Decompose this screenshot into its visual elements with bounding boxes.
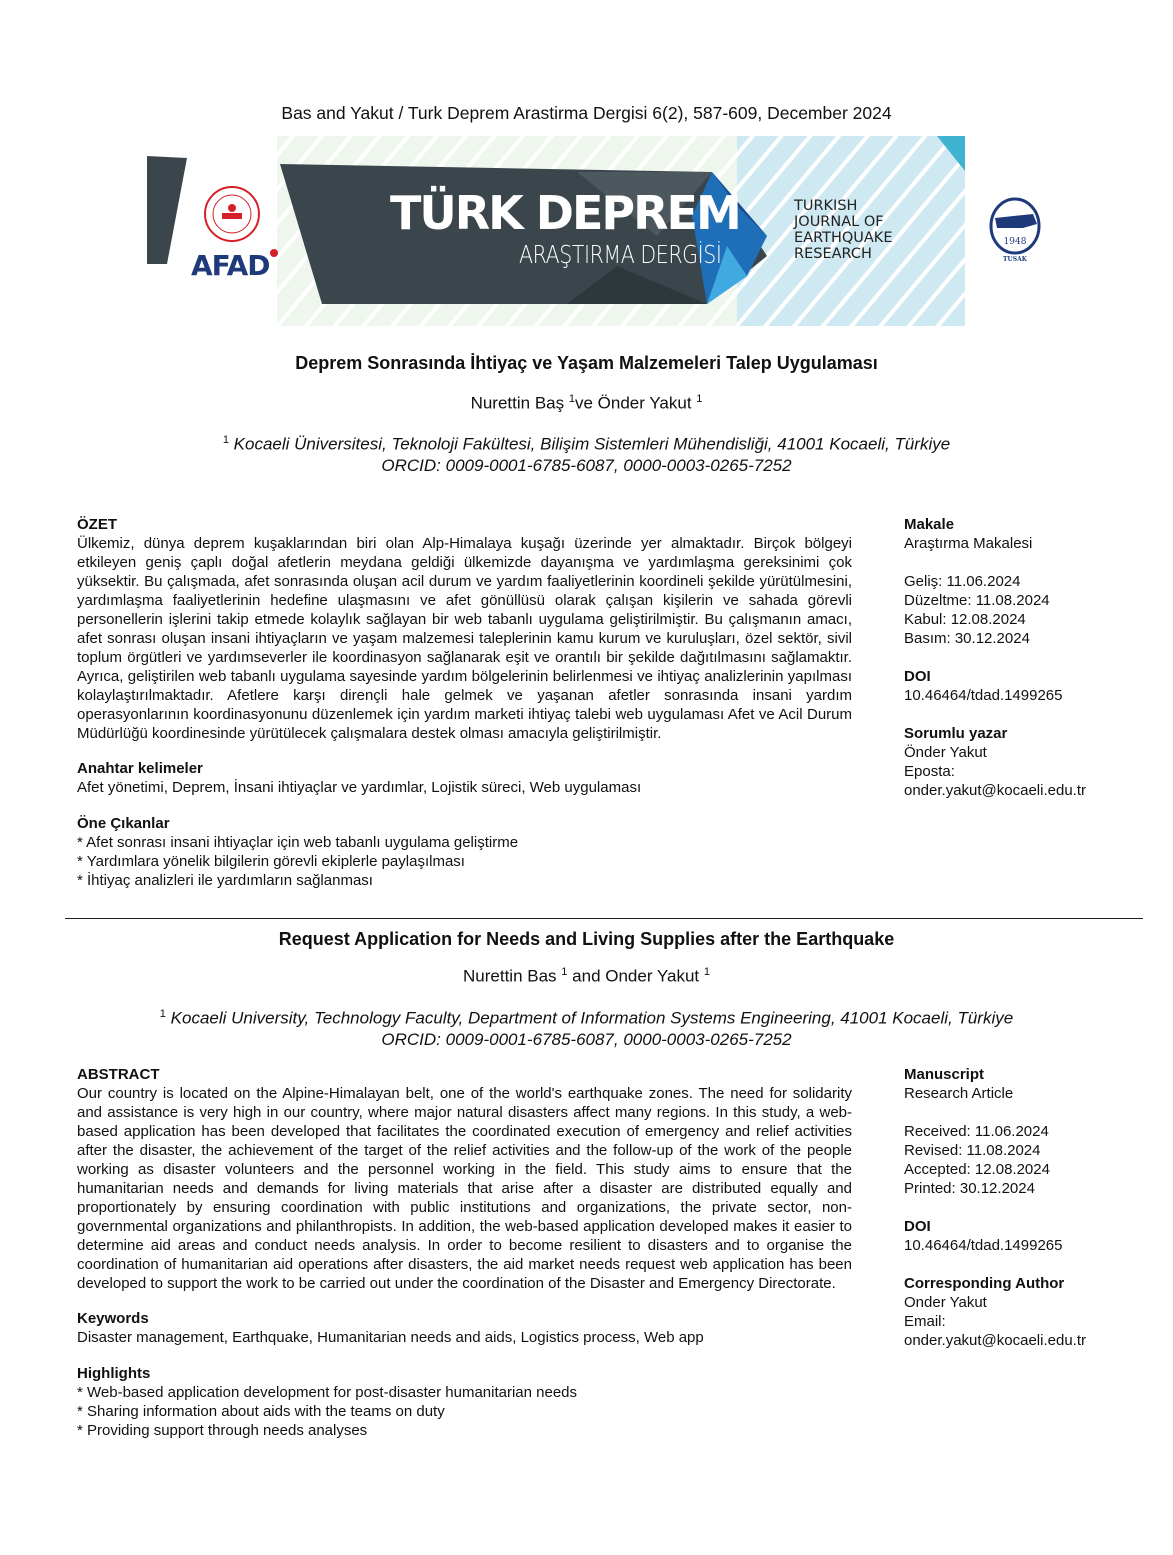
highlight-item: * İhtiyaç analizleri ile yardımların sağlanması [77,872,373,889]
keywords-list: Disaster management, Earthquake, Humanitarian needs and aids, Logistics process, Web app [77,1329,704,1346]
author-joiner: and Onder Yakut [572,966,700,986]
journal-title-en-line: JOURNAL OF [794,214,884,230]
affiliation-text: Kocaeli Üniversitesi, Teknoloji Fakültesi, Bilişim Sistemleri Mühendisliği, 41001 Kocaeli, Türkiye [233,434,951,454]
affiliation-tr [0,430,1173,476]
tusak-year: 1948 [1003,237,1027,247]
abstract-section-tr [77,515,852,890]
keywords-list: Afet yönetimi, Deprem, İnsani ihtiyaçlar ve yardımlar, Lojistik süreci, Web uygulaması [77,779,642,796]
highlights-heading: Highlights [77,1365,151,1382]
corresponding-author-name: Onder Yakut [904,1294,987,1311]
article-info-en [904,1065,1134,1350]
journal-title-en-line: TURKISH [794,198,858,214]
article-type: Araştırma Makalesi [904,535,1033,552]
journal-title-en-line: RESEARCH [794,246,872,262]
article-type-heading: Manuscript [904,1066,985,1083]
affil-mark: 1 [159,1008,166,1020]
keywords-heading: Anahtar kelimeler [77,760,203,777]
orcid: ORCID: 0009-0001-6785-6087, 0000-0003-0265-7252 [381,455,792,475]
author-2-affil-mark: 1 [703,966,710,978]
abstract-body: Our country is located on the Alpine-Himalayan belt, one of the world's earthquake zones. The need for solidarity and assistance is very high in our country, where major natural disasters affect many regions. In this study, a web-based application has been developed that facilitates the coordinated execution of emergency and relief activities after the disaster, the achievement of the target of the relief activities and the follow-up of the work of the people working as disaster volunteers and the personnel working in the field. This study aims to ensure that the humanitarian needs and demands for living materials that arise after a disaster are distributed equally and proportionately by ensuring coordination with public institutions and organizations, the private sector, non-governmental organizations and philanthropists. In addition, the web-based application developed makes it easier to determine aid areas and conduct needs analysis. In order to become resilient to disasters and to organise the coordination of humanitarian aid operations after disasters, the aid market needs request web application has been developed to support the work to be carried out under the coordination of the Disaster and Emergency Directorate. [77,1085,852,1292]
corresponding-author-name: Önder Yakut [904,744,987,761]
date-received: Geliş: 11.06.2024 [904,573,1021,590]
doi-heading: DOI [904,668,931,685]
orcid: ORCID: 0009-0001-6785-6087, 0000-0003-0265-7252 [381,1029,792,1049]
banner-left-shard [147,156,187,264]
paper-title-en: Request Application for Needs and Living Supplies after the Earthquake [278,929,895,949]
keywords-heading: Keywords [77,1310,149,1327]
author-1: Nurettin Bas [463,966,557,986]
highlight-item: * Providing support through needs analyses [77,1422,368,1439]
highlight-item: * Web-based application development for post-disaster humanitarian needs [77,1384,578,1401]
email-label: Eposta: [904,763,955,780]
date-printed: Printed: 30.12.2024 [904,1180,1035,1197]
date-accepted: Kabul: 12.08.2024 [904,611,1026,628]
abstract-section-en [77,1065,852,1440]
date-printed: Basım: 30.12.2024 [904,630,1030,647]
tusak-name: TUSAK [1003,256,1027,263]
corresponding-author-heading: Sorumlu yazar [904,725,1008,742]
journal-banner [147,136,965,326]
afad-logo: AFAD [191,249,270,282]
running-head: Bas and Yakut / Turk Deprem Arastirma Dergisi 6(2), 587-609, December 2024 [281,103,892,123]
authors-en [0,966,1173,987]
highlights-heading: Öne Çıkanlar [77,815,170,832]
author-1-affil-mark: 1 [561,966,568,978]
journal-title-en-line: EARTHQUAKE [794,230,893,246]
tusak-logo [983,196,1047,276]
affil-mark: 1 [222,434,229,446]
date-accepted: Accepted: 12.08.2024 [904,1161,1050,1178]
article-type-heading: Makale [904,516,955,533]
paper-title-tr: Deprem Sonrasında İhtiyaç ve Yaşam Malzemeleri Talep Uygulaması [295,353,878,373]
email-link[interactable]: onder.yakut@kocaeli.edu.tr [904,782,1086,799]
article-type: Research Article [904,1085,1014,1102]
authors-tr [0,393,1173,414]
journal-subtitle-tr: ARAŞTIRMA DERGİSİ [519,240,722,269]
abstract-body: Ülkemiz, dünya deprem kuşaklarından biri olan Alp-Himalaya kuşağı üzerinde yer almaktadır. Birçok bölgeyi etkileyen geniş çaplı doğal afetlerin meydana geldiği ülkemizde dayanışma ve yardımlaşma gereksinimi çok yüksektir. Bu çalışmada, afet sonrasında oluşan acil durum ve yardım faaliyetlerinin koordineli şekilde yürütülmesini, yardımlaşma faaliyetlerinin hedefine ulaşmasını ve afet gönüllüsü olarak çalışan kişilerin ve sahada görevli personellerin işlerini takip etmede kolaylık sağlayan bir web tabanlı uygulama geliştirilmiştir. Bu çalışmanın amacı, afet sonrası oluşan insani ihtiyaçların ve yaşam malzemesi taleplerinin kamu kurum ve kuruluşları, özel sektör, sivil toplum örgütleri ve yardımseverler ile koordinasyon sağlanarak eşit ve orantılı bir şekilde dağıtılmasını sağlamaktır. Ayrıca, geliştirilen web tabanlı uygulama sayesinde yardım bölgelerinin belirlenmesi ve ihtiyaç analizlerinin yapılması kolaylaştırılmaktadır. Afetlere karşı dirençli hale gelmek ve yaşanan afetler sonrasında insani yardım operasyonlarının koordinasyonunu düzenlemek için yardım marketi ihtiyaç talebi web uygulaması Afet ve Acil Durum Müdürlüğü koordinesinde yürütülecek çalışmalara destek olması amacıyla geliştirilmiştir. [77,535,852,742]
afad-emblem [205,187,278,257]
affiliation-en [0,1004,1173,1050]
date-revised: Düzeltme: 11.08.2024 [904,592,1050,609]
abstract-heading: ÖZET [77,516,117,533]
journal-title-en [794,198,892,262]
highlight-item: * Sharing information about aids with the teams on duty [77,1403,445,1420]
author-1: Nurettin Baş [470,393,565,413]
author-1-affil-mark: 1 [568,393,575,405]
date-revised: Revised: 11.08.2024 [904,1142,1041,1159]
journal-title-tr: TÜRK DEPREM [390,186,740,240]
email-label: Email: [904,1313,946,1330]
author-joiner: ve Önder Yakut [574,393,692,413]
abstract-heading: ABSTRACT [77,1066,160,1083]
section-divider [65,918,1143,919]
author-2-affil-mark: 1 [696,393,703,405]
doi-link[interactable]: 10.46464/tdad.1499265 [904,1237,1063,1254]
corresponding-author-heading: Corresponding Author [904,1275,1065,1292]
doi-heading: DOI [904,1218,931,1235]
affiliation-text: Kocaeli University, Technology Faculty, Department of Information Systems Engineering, 41001 Kocaeli, Türkiye [170,1008,1014,1028]
email-link[interactable]: onder.yakut@kocaeli.edu.tr [904,1332,1086,1349]
doi-link[interactable]: 10.46464/tdad.1499265 [904,687,1063,704]
date-received: Received: 11.06.2024 [904,1123,1049,1140]
highlight-item: * Afet sonrası insani ihtiyaçlar için web tabanlı uygulama geliştirme [77,834,519,851]
article-info-tr [904,515,1134,800]
highlight-item: * Yardımlara yönelik bilgilerin görevli ekiplerle paylaşılması [77,853,465,870]
